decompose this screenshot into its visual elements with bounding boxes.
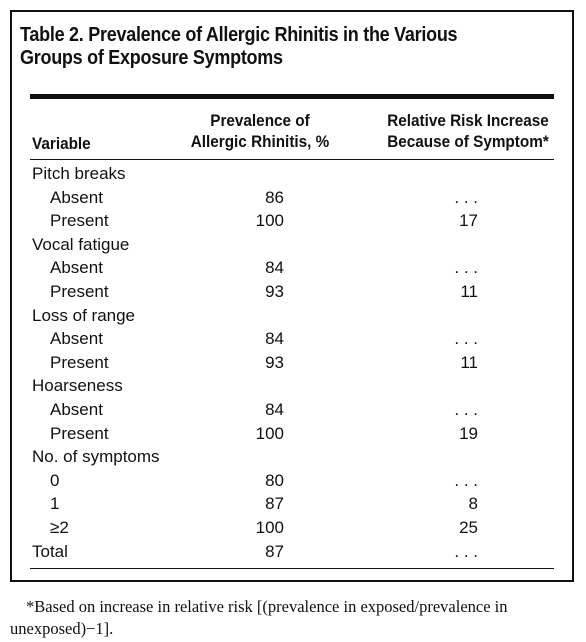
- table-row: [0, 233, 586, 257]
- prevalence-cell: 80: [265, 470, 284, 490]
- prevalence-cell: 100: [255, 211, 284, 231]
- risk-cell: . . .: [454, 258, 478, 278]
- risk-cell: 8: [468, 494, 478, 514]
- risk-cell: 11: [460, 352, 478, 372]
- column-header-prevalence-line2: Allergic Rhinitis, %: [190, 132, 330, 151]
- risk-cell: . . .: [454, 399, 478, 419]
- row-label: Hoarseness: [32, 376, 123, 396]
- risk-cell: . . .: [454, 470, 478, 490]
- table-row: [0, 516, 586, 540]
- table-row: [0, 422, 586, 446]
- row-label: ≥2: [50, 517, 69, 537]
- prevalence-cell: 93: [265, 352, 284, 372]
- table-row: [0, 445, 586, 469]
- prevalence-cell: 84: [265, 258, 284, 278]
- column-header-risk-line2: Because of Symptom*: [387, 132, 549, 151]
- row-label: Present: [50, 281, 109, 301]
- row-label: Vocal fatigue: [32, 234, 130, 254]
- column-header-prevalence: [179, 110, 341, 152]
- table-row: [0, 186, 586, 210]
- table-body: [0, 162, 586, 563]
- risk-cell: . . .: [454, 187, 478, 207]
- table-row: [0, 469, 586, 493]
- row-label: Absent: [50, 399, 103, 419]
- table-row: [0, 280, 586, 304]
- table-row: [0, 492, 586, 516]
- row-label: Pitch breaks: [32, 164, 126, 183]
- prevalence-cell: 84: [265, 329, 284, 349]
- risk-cell: 19: [459, 423, 478, 443]
- risk-cell: 11: [460, 281, 478, 301]
- row-label: 0: [50, 470, 60, 490]
- row-label: Total: [32, 541, 68, 561]
- row-label: Loss of range: [32, 305, 136, 325]
- risk-cell: . . .: [454, 541, 478, 561]
- row-label: Absent: [50, 258, 103, 278]
- row-label: Absent: [50, 329, 103, 349]
- footer-rule: [30, 568, 554, 569]
- prevalence-cell: 100: [255, 517, 284, 537]
- prevalence-cell: 100: [255, 423, 284, 443]
- column-header-prevalence-line1: Prevalence of: [210, 111, 310, 130]
- table-row: [0, 540, 586, 564]
- row-label: Present: [50, 211, 109, 231]
- table-footnote: *Based on increase in relative risk [(prevalence in exposed/prevalence in unexposed)−1].: [10, 597, 508, 638]
- row-label: Absent: [50, 187, 103, 207]
- prevalence-cell: 84: [265, 399, 284, 419]
- table-row: [0, 374, 586, 398]
- column-header-risk-line1: Relative Risk Increase: [387, 111, 549, 130]
- table-row: [0, 256, 586, 280]
- risk-cell: 17: [459, 211, 478, 231]
- column-header-risk: [369, 110, 567, 152]
- row-label: Present: [50, 352, 109, 372]
- table-row: [0, 304, 586, 328]
- prevalence-cell: 87: [265, 541, 284, 561]
- header-rule: [30, 159, 554, 160]
- risk-cell: 25: [459, 517, 478, 537]
- row-label: Present: [50, 423, 109, 443]
- column-header-variable: Variable: [32, 134, 91, 153]
- table-row: [0, 398, 586, 422]
- table-row: [0, 162, 586, 186]
- title-rule: [30, 94, 554, 99]
- row-label: 1: [50, 494, 60, 514]
- table-title: Table 2. Prevalence of Allergic Rhinitis in the Various Groups of Exposure Symptoms: [20, 24, 458, 69]
- table-row: [0, 209, 586, 233]
- prevalence-cell: 87: [265, 494, 284, 514]
- prevalence-cell: 86: [265, 187, 284, 207]
- risk-cell: . . .: [454, 329, 478, 349]
- table-row: [0, 327, 586, 351]
- row-label: No. of symptoms: [32, 447, 160, 467]
- table-row: [0, 351, 586, 375]
- prevalence-cell: 93: [265, 281, 284, 301]
